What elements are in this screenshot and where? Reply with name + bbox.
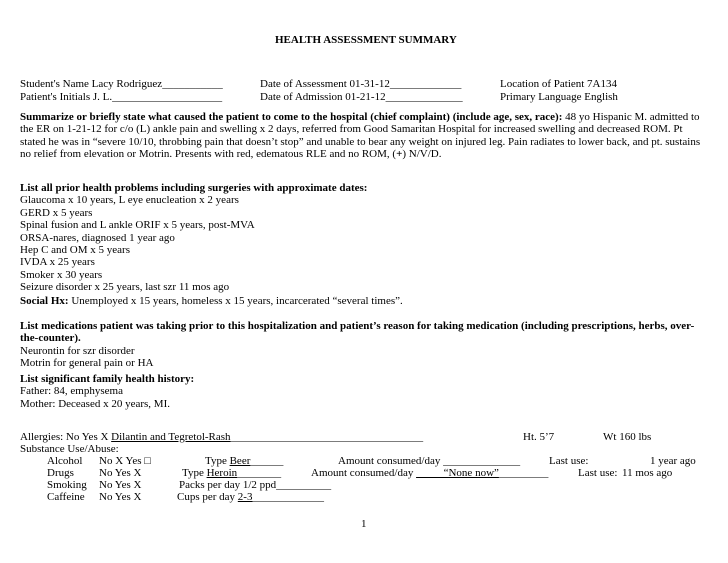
list-item: Smoker x 30 years	[20, 268, 103, 281]
substance-amount: Amount consumed/day _____“None now”_________	[311, 467, 549, 479]
chief-complaint-text: 48 yo Hispanic M. admitted to	[562, 111, 700, 123]
substance-last-use-value: 1 year ago	[650, 455, 696, 467]
substance-amount: Amount consumed/day ______________	[338, 455, 521, 467]
chief-complaint-label: Summarize or briefly state what caused the patient to come to the hospital (chief complaint) (include age, sex, race):	[20, 111, 563, 123]
location-of-patient: Location of Patient 7A134	[500, 78, 618, 90]
weight: Wt 160 lbs	[603, 431, 652, 443]
prior-problems-section	[20, 182, 720, 294]
substance-name: Smoking	[47, 479, 87, 491]
family-history-section	[20, 373, 720, 410]
substance-choice: No X Yes □	[99, 455, 151, 467]
list-item: Glaucoma x 10 years, L eye enucleation x 2 years	[20, 194, 239, 207]
substance-name: Alcohol	[47, 455, 83, 467]
checkbox-icon: □	[144, 455, 151, 467]
substance-choice: No Yes X	[99, 491, 142, 503]
student-name: Student's Name Lacy Rodriguez___________	[20, 78, 223, 90]
list-item: Father: 84, emphysema	[20, 385, 123, 398]
chief-complaint-line: the ER on 1-21-12 for c/o (L) ankle pain and swelling x 2 days, referred from Good Samaritan Hospital for increased swelling and decreased ROM. Pt	[20, 123, 683, 136]
list-item: Neurontin for szr disorder	[20, 344, 135, 357]
substance-last-use-label: Last use:	[549, 455, 589, 467]
substance-type: Type Beer______	[205, 455, 284, 467]
chief-complaint-section	[20, 111, 720, 161]
list-item: ORSA-nares, diagnosed 1 year ago	[20, 231, 175, 244]
list-item: Spinal fusion and L ankle ORIF x 5 years, post-MVA	[20, 219, 255, 232]
social-history	[20, 295, 720, 307]
family-label: List significant family health history:	[20, 373, 195, 385]
substance-choice: No Yes X	[99, 467, 142, 479]
list-item: Hep C and OM x 5 years	[20, 244, 130, 257]
primary-language: Primary Language English	[500, 91, 618, 103]
list-item: Mother: Deceased x 20 years, MI.	[20, 397, 170, 410]
list-item: IVDA x 25 years	[20, 256, 95, 269]
medications-label: List medications patient was taking prior to this hospitalization and patient’s reason for taking medication (including prescriptions, herbs, over-	[20, 320, 695, 332]
allergies-blank: ___________________________________	[230, 431, 424, 443]
substance-last-use-label: Last use:	[578, 467, 618, 479]
chief-complaint-line: no relief from elevation or Motrin. Presents with red, edematous RLE and no ROM, (	[20, 148, 397, 161]
list-item: Motrin for general pain or HA	[20, 357, 154, 370]
prior-problems-label: List all prior health problems including surgeries with approximate dates:	[20, 182, 368, 194]
medications-section	[20, 320, 720, 370]
chief-complaint-line-end: ) N/V/D.	[402, 148, 442, 161]
chief-complaint-line: stated he was in “severe 10/10, throbbing pain that doesn’t stop” and unable to bear any weight on injured leg. Pain radiates to lower back, and pt. sustains	[20, 135, 701, 148]
allergies-line	[20, 431, 423, 443]
list-item: GERD x 5 years	[20, 206, 93, 219]
substance-label: Substance Use/Abuse:	[20, 443, 119, 455]
allergies-prefix: Allergies: No Yes X	[20, 431, 112, 443]
patient-initials: Patient's Initials J. L.____________________	[20, 91, 223, 103]
height: Ht. 5’7	[523, 431, 555, 443]
substance-name: Drugs	[47, 467, 74, 479]
substance-choice: No Yes X	[99, 479, 142, 491]
social-text: Unemployed x 15 years, homeless x 15 years, incarcerated “several times”.	[68, 295, 403, 307]
page-title: HEALTH ASSESSMENT SUMMARY	[275, 34, 457, 46]
page-number: 1	[361, 518, 367, 530]
substance-name: Caffeine	[47, 491, 85, 503]
date-of-assessment: Date of Assessment 01-31-12_____________	[260, 78, 462, 90]
substance-last-use-value: 11 mos ago	[622, 467, 673, 479]
social-label: Social Hx:	[20, 295, 69, 307]
substance-cups: Cups per day 2-3_____________	[177, 491, 324, 503]
allergies-value: Dilantin and Tegretol-Rash	[111, 431, 231, 443]
substance-packs: Packs per day 1/2 ppd__________	[179, 479, 332, 491]
date-of-admission: Date of Admission 01-21-12______________	[260, 91, 463, 103]
list-item: Seizure disorder x 25 years, last szr 11 mos ago	[20, 281, 230, 294]
medications-label-cont: the-counter).	[20, 332, 81, 345]
substance-type: Type Heroin________	[182, 467, 282, 479]
plus-symbol: +	[396, 148, 403, 161]
